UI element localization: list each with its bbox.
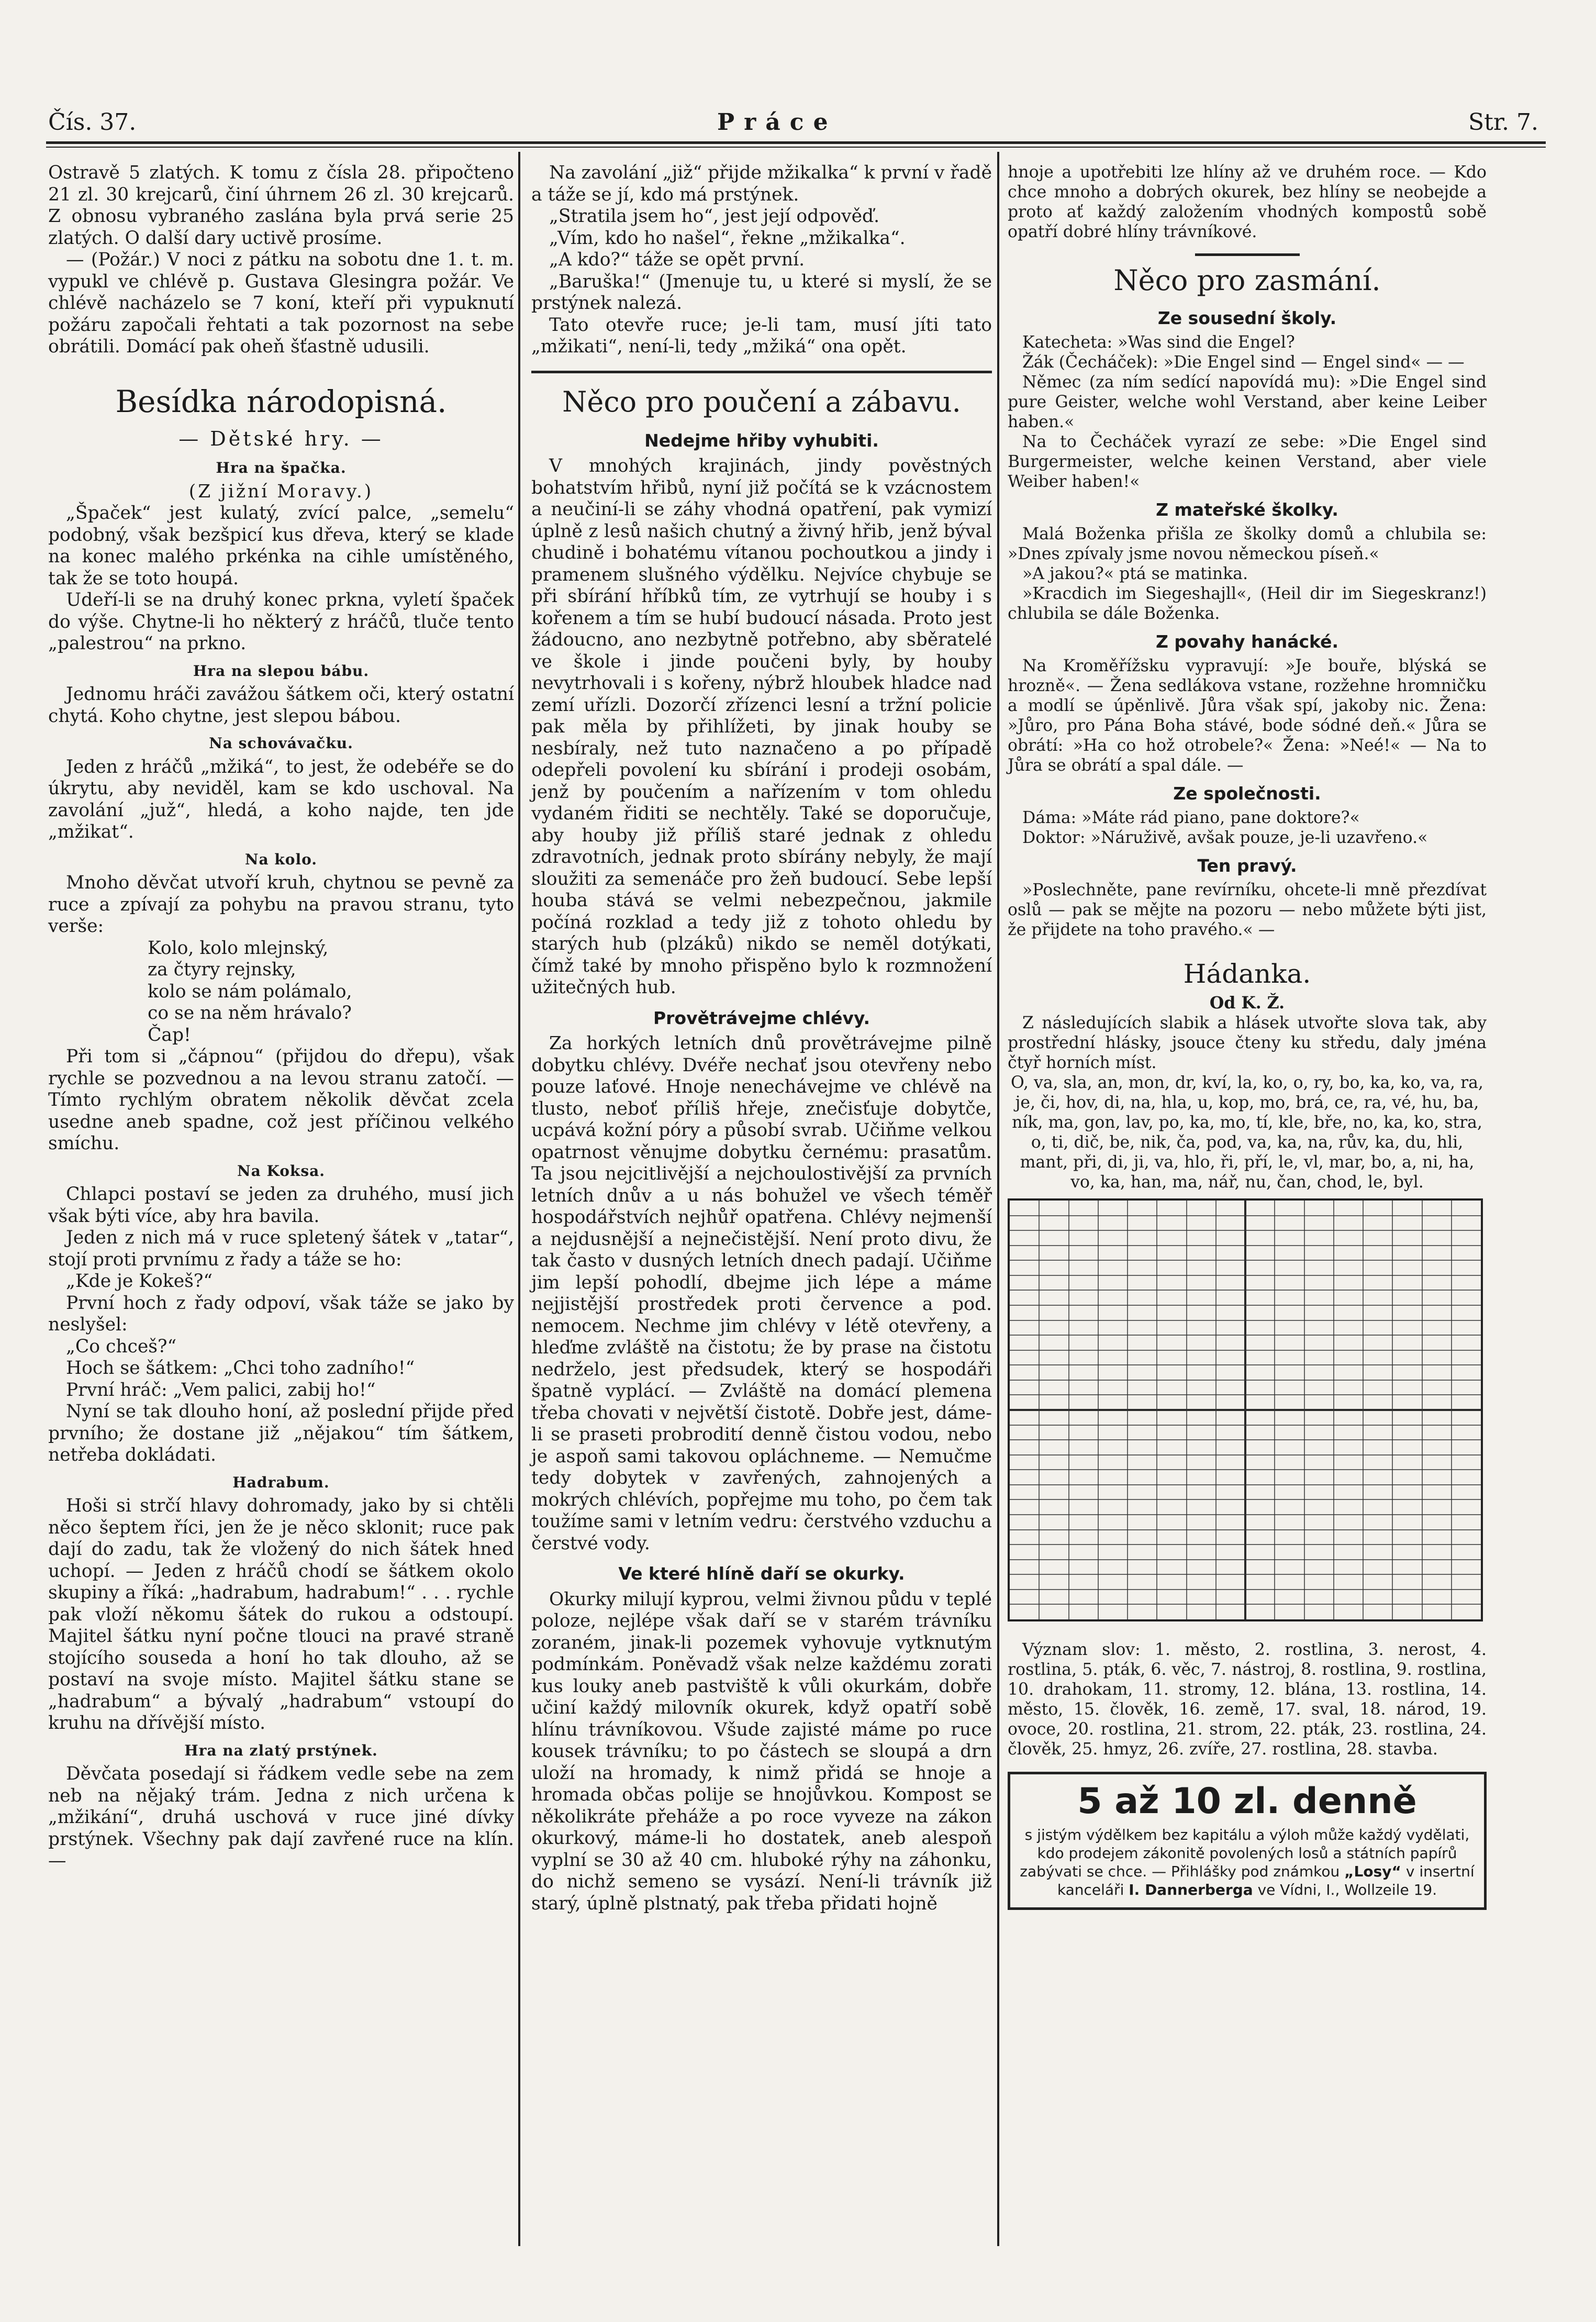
article-heading: Ve které hlíně daří se okurky. bbox=[618, 1563, 905, 1584]
section-subtitle: — Dětské hry. — bbox=[178, 427, 384, 450]
dialogue-line: Malá Boženka přišla ze školky domů a chlubila se: »Dnes zpívaly jsme novou německou píseň.« bbox=[1008, 525, 1487, 563]
riddle-author: Od K. Ž. bbox=[1209, 993, 1285, 1013]
dialogue-line: „Baruška!“ (Jmenuje tu, u které si myslí, že se prstýnek nalezá. bbox=[531, 271, 992, 314]
ad-text-part: v insertní kanceláři bbox=[1057, 1863, 1475, 1898]
paragraph: Mnoho děvčat utvoří kruh, chytnou se pevně za ruce a zpívají za pohybu na pravou stranu, tyto verše: bbox=[48, 872, 514, 937]
verse-line: co se na něm hrávalo? bbox=[148, 1003, 352, 1024]
game-title: Hra na zlatý prstýnek. bbox=[184, 1741, 378, 1759]
dialogue-line: Na to Čecháček vyrazí ze sebe: »Die Engel sind Burgermeister, welche keinen Verstand, aber viele Weiber haben!« bbox=[1008, 432, 1487, 491]
verse-line: Kolo, kolo mlejnský, bbox=[148, 937, 329, 959]
paragraph: Okurky milují kyprou, velmi živnou půdu v teplé poloze, nejlépe však daří se v starém trávníku zoraném, jinak-li pozemek vyhovuje vytknutým podmínkám. Poněvadž však nelze každému zorati kus louky aneb pastviště k vůli okurkám, dobře učiní každý milovník okurek, když opatří sobě hlínu trávníkovou. Všude zajisté máme po ruce kousek trávníku; to po částech se sloupá a drn uloží na hromady, k nimž přidá se hnoje a hromada občas polije se hnojůvkou. Kompost se několikráte přeháže a po roce vyveze na zákon okurkový, máme-li ho dostatek, aneb alespoň vyplní se 30 až 40 cm. hluboké rýhy na záhonku, do nichž semeno se vysází. Není-li trávník již starý, úplně plstnatý, pak třeba přidati hojně bbox=[531, 1588, 992, 1914]
verse-line: za čtyry rejnsky, bbox=[148, 959, 296, 980]
verse bbox=[48, 938, 514, 1047]
column-2 bbox=[531, 162, 992, 1915]
article-heading: Ten pravý. bbox=[1197, 856, 1297, 876]
dialogue-line: Katecheta: »Was sind die Engel? bbox=[1022, 333, 1295, 352]
article-heading: Nedejme hřiby vyhubiti. bbox=[644, 430, 879, 451]
verse-line: Čap! bbox=[148, 1024, 191, 1046]
paragraph: Tato otevře ruce; je-li tam, musí jíti tato „mžikati“, není-li, tedy „mžiká“ ona opět. bbox=[531, 314, 992, 357]
riddle-title: Hádanka. bbox=[1183, 959, 1311, 989]
game-origin: (Z jižní Moravy.) bbox=[188, 481, 374, 502]
header-rule-thin bbox=[46, 147, 1546, 148]
article-heading: Ze sousední školy. bbox=[1157, 308, 1337, 328]
riddle-syllables: O, va, sla, an, mon, dr, kví, la, ko, o, ry, bo, ka, ko, va, ra, je, či, hov, di, na, hla, u, kop, mo, brá, ce, ra, vé, hu, ba, ník, ma, gon, lav, po, ka, mo, tí, kle, bře, no, ka, ko, stra, o, ti, dič, be, nik, ča, pod, va, ka, na, rův, ka, du, hli, mant, při, di, ji, va, hlo, ři, pří, le, vl, mar, bo, a, ni, ha, vo, ka, han, ma, nář, nu, čan, chod, le, byl. bbox=[1011, 1073, 1483, 1192]
paragraph: „Špaček“ jest kulatý, zvící palce, „semelu“ podobný, však bezšpicí kus dřeva, který se klade na konec malého prkénka na cihle umístěného, tak že se toto houpá. bbox=[48, 503, 514, 589]
game-title: Na kolo. bbox=[244, 850, 318, 868]
dialogue-line: Žák (Čecháček): »Die Engel sind — Engel sind« — — bbox=[1022, 353, 1465, 372]
paragraph: Chlapci postaví se jeden za druhého, musí jich však býti více, aby hra bavila. bbox=[48, 1184, 514, 1227]
column-1 bbox=[48, 162, 514, 1872]
game-title: Hra na slepou bábu. bbox=[193, 662, 370, 680]
paragraph: Hoši si strčí hlavy dohromady, jako by si chtěli něco šeptem říci, jen že je něco sklonit; ruce pak dají do zadu, tak že vložený do nich šátek hned uchopí. — Jeden z hráčů chodí se šátkem okolo skupiny a říká: „hadrabum, hadrabum!“ . . . rychle pak vloží někomu šátek do rukou a odstoupí. Majitel šátku nyní počne tlouci na pravé straně stojícího souseda a honí ho tak dlouho, až se postaví na svoje místo. Majitel šátku stane se „hadrabum“ a bývalý „hadrabum“ vstoupí do kruhu na dřívější místo. bbox=[48, 1495, 514, 1734]
paragraph: — (Požár.) V noci z pátku na sobotu dne 1. t. m. vypukl ve chlévě p. Gustava Glesingra požár. Ve chlévě nacházelo se 7 koní, kteří při vypuknutí požáru započali řehtati a tak pozornost na sebe obrátili. Domácí pak oheň šťastně udusili. bbox=[48, 249, 514, 357]
ad-text bbox=[1019, 1826, 1476, 1899]
dialogue-line: Dáma: »Máte rád piano, pane doktore?« bbox=[1022, 808, 1360, 827]
dialogue-line: Němec (za ním sedící napovídá mu): »Die Engel sind pure Geister, welche wohl Verstand, aber keine Leiber haben.« bbox=[1008, 373, 1487, 431]
paragraph: V mnohých krajinách, jindy pověstných bohatstvím hřibů, nyní již počítá se k vzácnostem a neučiní-li se záhy vhodná opatření, pak vymizí úplně z lesů našich chutný a živný hřib, jenž býval chudině i bohatému vítanou pochoutkou a jindy i pramenem slušného výdělku. Nejvíce chybuje se při sbírání hříbků tím, ze vytrhují se houby i s kořenem a tím se hubí budoucí násada. Proto jest žádoucno, ano nezbytně potřebno, aby sběratelé ve škole i jinde poučeni byly, by houby nevytrhovali i s kořeny, nýbrž hloubek hladce nad zemí uřízli. Dozorčí zřízenci lesní a tržní policie pak měla by přihlížeti, by jinak houby se nesbíraly, než tuto naznačeno a po případě odepřeli povolení ku sbírání i prodeji osobám, jenž by poučením a nařízením v tom ohledu vydaném řiditi se nechtěly. Také se doporučuje, aby houby již příliš staré jednak z ohledu zdravotních, jednak proto sbírány nebyly, že mají sloužiti za semenáče pro žeň budoucí. Sebe lepší houba stává se velmi nebezpečnou, jakmile počíná rozklad a tedy již z tohoto ohledu by starých hub (plzáků) nikdo se neměl dotýkati, čímž také by mnoho přispěno bylo k rozmnožení užitečných hub. bbox=[531, 455, 992, 998]
header-rule bbox=[46, 141, 1546, 144]
verse-line: kolo se nám polámalo, bbox=[148, 981, 352, 1002]
dialogue-line: „Kde je Kokeš?“ bbox=[66, 1271, 213, 1292]
dialogue-line: »A jakou?« ptá se matinka. bbox=[1022, 564, 1248, 583]
paragraph: Za horkých letních dnů provětrávejme pilně dobytku chlévy. Dvéře nechať jsou otevřeny nebo pouze laťové. Hnoje nenechávejme ve chlévě na tlusto, neboť příliš hřeje, znečisťuje dobytče, ucpává kožní póry a působí svrab. Učiňme velkou opatrnost věnujme dobytku černému: prasatům. Ta jsou nejcitlivější a nejchoulostivější za prvních letních dnův a u nás bohužel ve všech téměř hospodářstvích nejhůř opatřena. Chlévy nejmenší a nejdusnější a nejnečistější. Není proto divu, že tak často v dusných letních dnech padají. Učiňme jim lepší pohodlí, dbejme jich lépe a máme nejjistější prostředek proti července a pod. nemocem. Nechme jim chlévy v létě otevřeny, a hleďme zvláště na čistotu; že by prase na čistotu nedrželo, jest předsudek, který se hospodáři špatně vyplácí. — Zvláště na domácí plemena třeba chovati v největší čistotě. Dobře jest, dáme-li se praseti probrodití denně čistou vodou, nebo je aspoň sami takovou opláchneme. — Nemučme tedy dobytek v zavřených, zahnojených a mokrých chlévích, popřejme mu toho, po čem tak toužíme sami v letním vedru: čerstvého vzduchu a čerstvé vody. bbox=[531, 1033, 992, 1554]
article-heading: Ze společnosti. bbox=[1173, 783, 1321, 804]
article-heading: Provětrávejme chlévy. bbox=[653, 1007, 870, 1028]
ad-text-part: s jistým výdělkem bez kapitálu a výloh může každý vydělati, kdo prodejem zákonitě povolených losů a státních papírů zabývati se chce. — Přihlášky pod známkou bbox=[1020, 1826, 1470, 1880]
paragraph: hnoje a upotřebiti lze hlíny až ve druhém roce. — Kdo chce mnoho a dobrých okurek, bez hlíny se neobejde a proto ať každý založením vhodných kompostů sobě opatří dobré hlíny trávníkové. bbox=[1008, 163, 1487, 241]
ad-firm: I. Dannerberga bbox=[1129, 1881, 1253, 1898]
column-3 bbox=[1008, 162, 1487, 1910]
dialogue-line: První hráč: „Vem palici, zabij ho!“ bbox=[66, 1379, 376, 1401]
paragraph: Udeří-li se na druhý konec prkna, vyletí špaček do výše. Chytne-li ho některý z hráčů, tluče tento „palestrou“ na prkno. bbox=[48, 590, 514, 654]
masthead-title: Práce bbox=[717, 109, 838, 136]
section-title: Něco pro poučení a zábavu. bbox=[562, 385, 961, 418]
advertisement bbox=[1008, 1772, 1487, 1910]
paragraph: Děvčata posedají si řádkem vedle sebe na zem neb na nějaký trám. Jedna z nich určena k „mžikání“, druhá uschová v ruce jiné dívky prstýnek. Všechny pak dají zavřené ruce na klín. — bbox=[48, 1763, 514, 1871]
issue-number: Čís. 37. bbox=[48, 109, 137, 136]
paragraph: Jeden z hráčů „mžiká“, to jest, že odebéře se do úkrytu, aby neviděl, kam se kdo uschoval. Na zavolání „juž“, hledá, a koho najde, ten jde „mžikat“. bbox=[48, 756, 514, 842]
dialogue-line: „A kdo?“ táže se opět první. bbox=[549, 249, 805, 270]
dialogue-line: »Kracdich im Siegeshajll«, (Heil dir im Siegeskranz!) chlubila se dále Boženka. bbox=[1008, 584, 1487, 623]
game-title: Na Koksa. bbox=[237, 1162, 325, 1180]
dialogue-line: „Vím, kdo ho našel“, řekne „mžikalka“. bbox=[549, 227, 906, 249]
ad-text-part: ve Vídni, I., Wollzeile 19. bbox=[1257, 1881, 1437, 1898]
article-heading: Z povahy hanácké. bbox=[1155, 631, 1339, 652]
ad-title: 5 až 10 zl. denně bbox=[1077, 1781, 1417, 1822]
paragraph: Na Kroměřížsku vypravují: »Je bouře, blýská se hrozně«. — Žena sedlákova vstane, rozžehne hromničku a modlí se úpěnlivě. Jůra však spí, jakoby nic. Žena: »Jůro, pro Pána Boha stávé, bode sódné deň.« Jůra se obrátí: »Ha co hož otrobele?« Žena: »Neé!« — Na to Jůra se obrátí a spal dále. — bbox=[1008, 657, 1487, 775]
section-title: Besídka národopisná. bbox=[115, 383, 447, 419]
paragraph: Při tom si „čápnou“ (přijdou do dřepu), však rychle se pozvednou a na levou stranu zatočí. — Tímto rychlým obratem několik děvčat zcela usedne aneb spadne, což jest příčinou velkého smíchu. bbox=[48, 1046, 514, 1154]
paragraph: »Poslechněte, pane revírníku, ohcete-li mně přezdívat oslů — pak se mějte na pozoru — nebo můžete býti jist, že přijdete na toho pravého.« — bbox=[1008, 881, 1487, 939]
dialogue-line: Nyní se tak dlouho honí, až poslední přijde před prvního; že dostane již „nějakou“ tím šátkem, netřeba dokládati. bbox=[48, 1401, 514, 1465]
game-title: Hra na špačka. bbox=[216, 459, 347, 476]
column-rule-2 bbox=[997, 152, 999, 2246]
paragraph: Z následujících slabik a hlásek utvořte slova tak, aby prostřední hlásky, jsouce čteny ku středu, daly jména čtyř horních míst. bbox=[1008, 1014, 1487, 1072]
paragraph: Na zavolání „již“ přijde mžikalka“ k první v řadě a táže se jí, kdo má prstýnek. bbox=[531, 162, 992, 205]
paragraph: Jednomu hráči zavážou šátkem oči, který ostatní chytá. Koho chytne, jest slepou bábou. bbox=[48, 684, 514, 727]
dialogue-line: Doktor: »Náruživě, avšak pouze, je-li uzavřeno.« bbox=[1022, 828, 1428, 847]
article-heading: Z mateřské školky. bbox=[1156, 499, 1338, 520]
game-title: Hadrabum. bbox=[232, 1473, 330, 1491]
paragraph: Jeden z nich má v ruce spletený šátek v „tatar“, stojí proti prvnímu z řady a táže se ho: bbox=[48, 1227, 514, 1270]
paragraph: Význam slov: 1. město, 2. rostlina, 3. nerost, 4. rostlina, 5. pták, 6. věc, 7. nástroj, 8. rostlina, 9. rostlina, 10. drahokam, 11. stromy, 12. blána, 13. rostlina, 14. město, 15. člověk, 16. země, 17. sval, 18. národ, 19. ovoce, 20. rostlina, 21. strom, 22. pták, 23. rostlina, 24. člověk, 25. hmyz, 26. zvíře, 27. rostlina, 28. stavba. bbox=[1008, 1640, 1487, 1759]
short-rule bbox=[1195, 253, 1300, 256]
page-number: Str. 7. bbox=[1468, 109, 1538, 136]
dialogue-line: Hoch se šátkem: „Chci toho zadního!“ bbox=[66, 1358, 415, 1379]
paragraph: Ostravě 5 zlatých. K tomu z čísla 28. připočteno 21 zl. 30 krejcarů, činí úhrnem 26 zl. 30 krejcarů. Z obnosu vybraného zaslána byla prvá serie 25 zlatých. O další dary uctivě prosíme. bbox=[48, 162, 514, 249]
dialogue-line: „Stratila jsem ho“, jest její odpověď. bbox=[549, 206, 880, 227]
ad-mark: „Losy“ bbox=[1344, 1863, 1401, 1880]
game-title: Na schovávačku. bbox=[209, 735, 353, 752]
riddle-grid bbox=[1008, 1198, 1483, 1621]
column-rule-1 bbox=[518, 152, 520, 2246]
section-title: Něco pro zasmání. bbox=[1113, 264, 1381, 297]
dialogue-line: První hoch z řady odpoví, však táže se jako by neslyšel: bbox=[48, 1292, 514, 1335]
dialogue-line: „Co chceš?“ bbox=[66, 1336, 177, 1357]
section-rule bbox=[531, 371, 992, 373]
